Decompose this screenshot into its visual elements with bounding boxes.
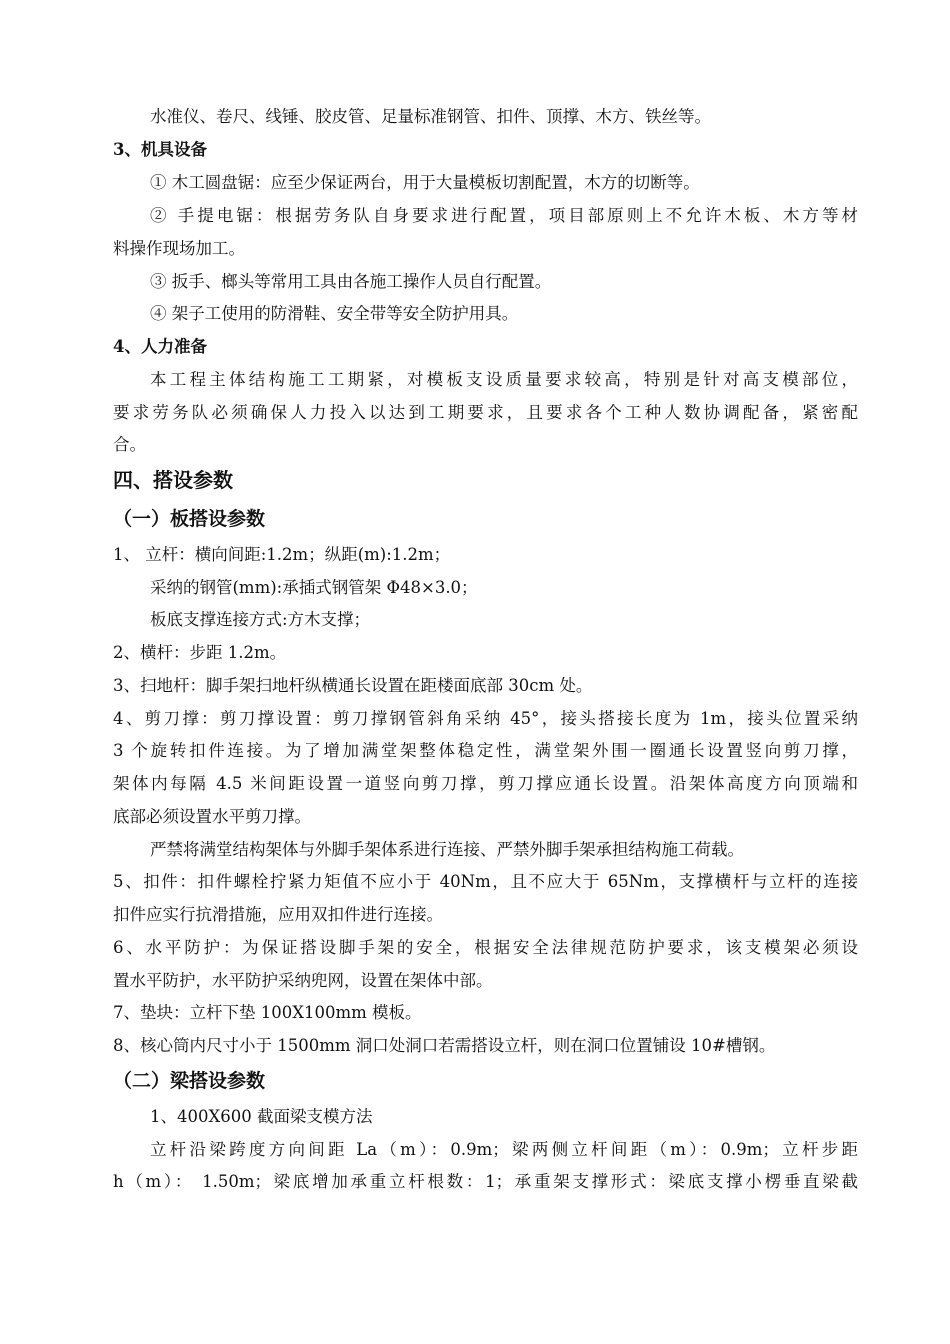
chapter-heading: 四、搭设参数	[113, 468, 233, 492]
text-line: 采纳的钢管(mm):承插式钢管架 Φ48×3.0；	[150, 578, 478, 597]
text-line: 严禁将满堂结构架体与外脚手架体系进行连接、严禁外脚手架承担结构施工荷载。	[150, 840, 744, 859]
text-line: 本工程主体结构施工工期紧，对模板支设质量要求较高，特别是针对高支模部位，	[150, 370, 858, 389]
text-line: 置水平防护，水平防护采纳兜网，设置在架体中部。	[113, 971, 493, 990]
text-line: 5、扣件：扣件螺栓拧紧力矩值不应小于 40Nm，且不应大于 65Nm，支撑横杆与立杆的连接	[113, 872, 858, 891]
text-line: 水准仪、卷尺、线锤、胶皮管、足量标准钢管、扣件、顶撑、木方、铁丝等。	[150, 107, 711, 126]
text-line: 板底支撑连接方式:方木支撑；	[150, 610, 371, 629]
text-line: 架体内每隔 4.5 米间距设置一道竖向剪刀撑，剪刀撑应通长设置。沿架体高度方向顶端和	[113, 774, 858, 793]
text-line: 合。	[113, 435, 146, 454]
text-line: 8、核心筒内尺寸小于 1500mm 洞口处洞口若需搭设立杆，则在洞口位置铺设 10#槽钢。	[113, 1036, 776, 1055]
text-line: 立杆沿梁跨度方向间距 La（m）：0.9m；梁两侧立杆间距（m）：0.9m；立杆步距	[150, 1140, 858, 1159]
text-line: ② 手提电锯：根据劳务队自身要求进行配置，项目部原则上不允许木板、木方等材	[150, 206, 858, 225]
section-heading: 3、机具设备	[113, 140, 207, 159]
text-line: 料操作现场加工。	[113, 239, 245, 258]
text-line: 扣件应实行抗滑措施，应用双扣件进行连接。	[113, 905, 443, 924]
subsection-heading: （一）板搭设参数	[113, 508, 266, 530]
text-line: 1、400X600 截面梁支模方法	[150, 1107, 373, 1126]
text-line: 4、剪刀撑：剪刀撑设置：剪刀撑钢管斜角采纳 45°，接头搭接长度为 1m，接头位置采纳	[113, 709, 858, 728]
text-line: ① 木工圆盘锯：应至少保证两台，用于大量模板切割配置，木方的切断等。	[150, 173, 700, 192]
text-line: 6、水平防护：为保证搭设脚手架的安全，根据安全法律规范防护要求，该支模架必须设	[113, 938, 858, 957]
text-line: 底部必须设置水平剪刀撑。	[113, 807, 311, 826]
section-heading: 4、人力准备	[113, 337, 207, 356]
subsection-heading: （二）梁搭设参数	[113, 1070, 266, 1092]
text-line: 要求劳务队必须确保人力投入以达到工期要求，且要求各个工种人数协调配备，紧密配	[113, 403, 858, 422]
text-line: 1、 立杆：横向间距:1.2m；纵距(m):1.2m；	[113, 545, 451, 564]
text-line: ④ 架子工使用的防滑鞋、安全带等安全防护用具。	[150, 304, 519, 323]
text-line: 7、垫块：立杆下垫 100X100mm 模板。	[113, 1003, 422, 1022]
text-line: 2、横杆：步距 1.2m。	[113, 643, 287, 662]
text-line: ③ 扳手、榔头等常用工具由各施工操作人员自行配置。	[150, 272, 552, 291]
text-line: 3 个旋转扣件连接。为了增加满堂架整体稳定性，满堂架外围一圈通长设置竖向剪刀撑，	[113, 741, 858, 760]
text-line: h（m）： 1.50m；梁底增加承重立杆根数：1；承重架支撑形式：梁底支撑小楞垂直梁截	[113, 1172, 858, 1191]
text-line: 3、扫地杆：脚手架扫地杆纵横通长设置在距楼面底部 30cm 处。	[113, 676, 593, 695]
